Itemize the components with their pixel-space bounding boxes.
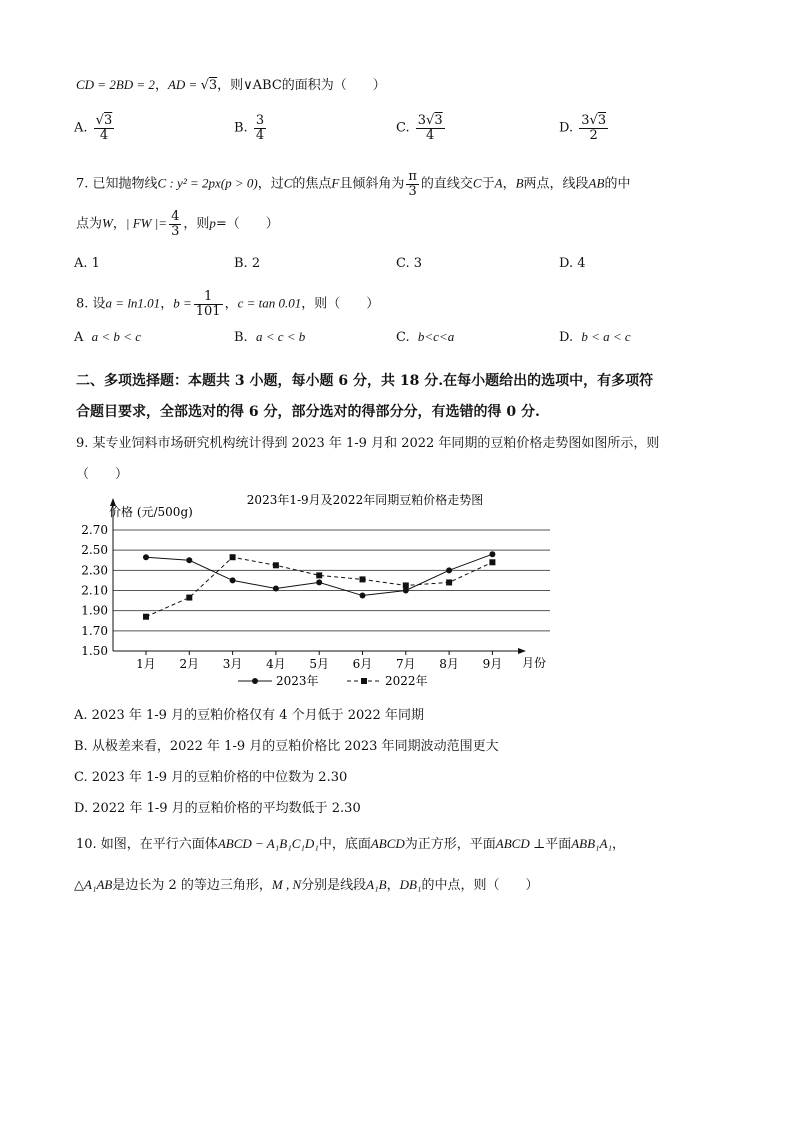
q6-sep: ， [154, 78, 168, 93]
q6-d-coef: 3 [581, 113, 590, 128]
x-tick-label: 6月 [352, 657, 373, 671]
q10-solid: ABCD − A₁B₁C₁D₁ [217, 836, 319, 851]
legend-marker [252, 678, 258, 684]
q9-option-c[interactable]: C. 2023 年 1-9 月的豆粕价格的中位数为 2.30 [74, 770, 348, 785]
data-point [230, 554, 236, 560]
q6-c-den: 4 [426, 127, 435, 143]
q10-line2 [74, 874, 538, 893]
q7-text: ，过 [257, 176, 284, 192]
x-tick-label: 2月 [179, 657, 200, 671]
q10-text: ， [386, 878, 400, 893]
y-tick-labels [81, 523, 108, 658]
q6-ad-rad: 3 [208, 78, 218, 93]
q7-text: 7. 已知抛物线 [76, 176, 158, 192]
q6-lhs: CD = 2BD = 2 [76, 77, 155, 92]
q6-c-coef: 3 [417, 113, 427, 128]
q10-plane1: ABCD ⊥ [495, 836, 546, 851]
q7-option-b[interactable]: B. 2 [234, 256, 261, 271]
q8-stem [76, 290, 379, 318]
q9-option-d[interactable]: D. 2022 年 1-9 月的豆粕价格的平均数低于 2.30 [74, 801, 361, 816]
x-tick-label: 4月 [266, 657, 286, 671]
data-point [489, 559, 495, 565]
q7-line2 [76, 210, 279, 238]
q10-base: ABCD [370, 836, 405, 851]
legend-label: 2022年 [385, 674, 428, 688]
q8-a-def: a = ln1.01 [105, 295, 161, 311]
q8-text: ， [224, 296, 238, 312]
option-expr: a < b < c [91, 329, 141, 344]
option-label: D. [559, 330, 574, 345]
data-point [403, 582, 409, 588]
q7-w: W [102, 215, 113, 231]
data-point [446, 567, 452, 573]
q10-line1 [76, 833, 625, 852]
data-point [316, 572, 322, 578]
q9-stem-line2: （ ） [76, 467, 129, 482]
data-point [273, 585, 279, 591]
q7-text: 的中 [604, 176, 631, 192]
y-tick-label: 1.90 [81, 603, 108, 618]
data-point [186, 557, 192, 563]
series-line-2022年 [146, 557, 492, 616]
q6-b-frac [254, 114, 266, 142]
q6-option-c[interactable] [396, 114, 447, 142]
q8-b-den: 101 [195, 303, 221, 319]
q8-text: 8. 设 [76, 296, 106, 312]
q7-text: 点为 [76, 216, 103, 232]
x-tick-label: 9月 [482, 657, 503, 671]
q6-a-frac: $\frac{√3}{4}$ [95, 113, 113, 143]
q6-option-b[interactable] [234, 114, 268, 142]
q7-text: ， [112, 216, 126, 232]
chart-xlabel: 月份 [522, 656, 547, 670]
x-tick-label: 1月 [136, 657, 156, 671]
q6-d-rad: 3 [597, 113, 607, 128]
q8-option-b[interactable] [234, 329, 305, 345]
q10-text: 平面 [545, 837, 572, 852]
chart-ylabel: 价格 (元/500g) [109, 505, 193, 519]
data-point [360, 593, 366, 599]
q6-c-rad: 3 [434, 113, 443, 128]
section2-line2: 合题目要求，全部选对的得 6 分，部分选对的得部分分，有选错的得 0 分. [76, 404, 540, 420]
q8-option-d[interactable] [559, 329, 631, 345]
chart-series [143, 551, 495, 620]
y-tick-label: 1.70 [81, 623, 108, 638]
q7-option-d[interactable]: D. 4 [559, 256, 586, 271]
q10-seg2: DB₁ [399, 877, 422, 892]
option-label: C. [396, 330, 410, 345]
q6-c-frac: $\frac{3√3}{4}$ [417, 113, 443, 143]
q10-mn: M , N [271, 877, 302, 892]
q6-d-den: 2 [589, 127, 598, 143]
y-tick-label: 1.50 [81, 644, 108, 658]
q8-c-def: c = tan 0.01 [237, 295, 302, 311]
q6-stem [76, 74, 386, 93]
q7-text: 的焦点 [292, 176, 332, 192]
option-expr: a < c < b [255, 329, 306, 344]
option-label: B. [234, 330, 248, 345]
x-tick-label: 5月 [309, 657, 330, 671]
q8-b-frac [194, 290, 223, 318]
q7-angle-den: 3 [408, 183, 417, 199]
q6-d-frac: $\frac{3√3}{2}$ [581, 113, 607, 143]
q8-text: ，则（ ） [301, 296, 380, 312]
data-point [143, 554, 149, 560]
y-tick-label: 2.30 [81, 563, 108, 578]
option-label: B. [234, 120, 248, 136]
data-point [489, 551, 495, 557]
q7-option-c[interactable]: C. 3 [396, 256, 423, 271]
q7-text: =（ ） [215, 216, 279, 232]
q7-c: C [283, 175, 293, 191]
data-point [230, 577, 236, 583]
y-tick-label: 2.10 [81, 583, 108, 598]
data-point [446, 579, 452, 585]
option-expr: b<c<a [417, 329, 455, 344]
q9-stem-line1: 9. 某专业饲料市场研究机构统计得到 2023 年 1-9 月和 2022 年同期的豆粕价格走势图如图所示，则 [76, 436, 660, 451]
option-label: A. [74, 120, 88, 136]
chart-grid [113, 530, 550, 631]
option-label: A [74, 330, 84, 345]
q10-tri: △A₁AB [74, 877, 113, 892]
q10-text: 是边长为 2 的等边三角形， [112, 878, 272, 893]
chart-title: 2023年1-9月及2022年同期豆粕价格走势图 [246, 493, 484, 507]
data-point [143, 614, 149, 620]
data-point [316, 579, 322, 585]
q7-fw: | FW |= [125, 215, 168, 231]
q7-c: C [472, 175, 482, 191]
option-label: C. [396, 120, 410, 136]
q6-b-den: 4 [255, 127, 265, 143]
q6-ad-sqrt: √3 [200, 78, 218, 93]
q6-a-rad: 3 [103, 113, 113, 128]
q10-text: 中，底面 [318, 837, 371, 852]
q7-b: B [515, 175, 524, 191]
price-trend-chart [60, 488, 560, 693]
q8-text: ， [160, 296, 174, 312]
q7-angle-num: π [408, 169, 417, 184]
data-point [360, 576, 366, 582]
q6-option-a[interactable] [74, 114, 116, 142]
q7-text: 且倾斜角为 [339, 176, 405, 192]
q7-text: 的直线交 [420, 176, 473, 192]
q7-text: 于 [481, 176, 495, 192]
q10-text: 为正方形，平面 [404, 837, 496, 852]
q7-a: A [494, 175, 503, 191]
q7-val-den: 3 [171, 223, 180, 239]
q6-a-den: 4 [99, 127, 109, 143]
q7-text: ， [502, 176, 516, 192]
q10-text: ， [612, 837, 626, 852]
q7-option-a[interactable]: A. 1 [74, 256, 100, 271]
q10-plane2: ABB₁A₁ [571, 836, 613, 851]
q10-text: 的中点，则（ ） [421, 878, 539, 893]
q7-ab: AB [588, 175, 605, 191]
x-tick-labels [136, 657, 502, 671]
q8-b-num: 1 [194, 290, 223, 305]
q10-seg1: A₁B [366, 877, 387, 892]
q8-option-a[interactable] [74, 329, 141, 345]
q7-val-frac [169, 210, 181, 238]
q9-option-b[interactable]: B. 从极差来看，2022 年 1-9 月的豆粕价格比 2023 年同期波动范围更大 [74, 739, 499, 754]
q7-text: ，则 [183, 216, 210, 232]
x-tick-label: 7月 [395, 657, 416, 671]
legend-marker [361, 678, 367, 684]
data-point [273, 562, 279, 568]
q7-angle-frac [406, 170, 419, 198]
q10-text: 分别是线段 [301, 878, 367, 893]
y-tick-label: 2.50 [81, 543, 108, 558]
q9-option-a[interactable]: A. 2023 年 1-9 月的豆粕价格仅有 4 个月低于 2022 年同期 [74, 708, 424, 723]
y-tick-label: 2.70 [81, 523, 108, 537]
q6-option-d[interactable] [559, 114, 610, 142]
q6-text: ，则∨ABC的面积为（ ） [217, 78, 386, 93]
q6-b-num: 3 [255, 113, 265, 128]
q7-val-num: 4 [171, 209, 180, 224]
q10-text: 10. 如图，在平行六面体 [76, 837, 218, 852]
q7-p: p [209, 215, 216, 231]
option-expr: b < a < c [581, 329, 631, 344]
section2-line1: 二、多项选择题：本题共 3 小题，每小题 6 分，共 18 分.在每小题给出的选项中，有多项符 [76, 373, 654, 389]
legend-label: 2023年 [276, 674, 319, 688]
data-point [186, 595, 192, 601]
chart-legend [238, 673, 428, 688]
x-axis-arrow [518, 648, 526, 654]
q8-option-c[interactable] [396, 329, 454, 345]
q7-line1 [76, 170, 630, 198]
q7-parabola: C : y² = 2px(p > 0) [157, 175, 258, 191]
q8-b-lhs: b = [173, 295, 192, 311]
q7-f: F [331, 175, 340, 191]
q6-ad: AD = [167, 77, 201, 92]
x-tick-label: 3月 [222, 657, 243, 671]
x-tick-label: 8月 [439, 657, 459, 671]
q7-text: 两点，线段 [523, 176, 589, 192]
option-label: D. [559, 120, 574, 136]
